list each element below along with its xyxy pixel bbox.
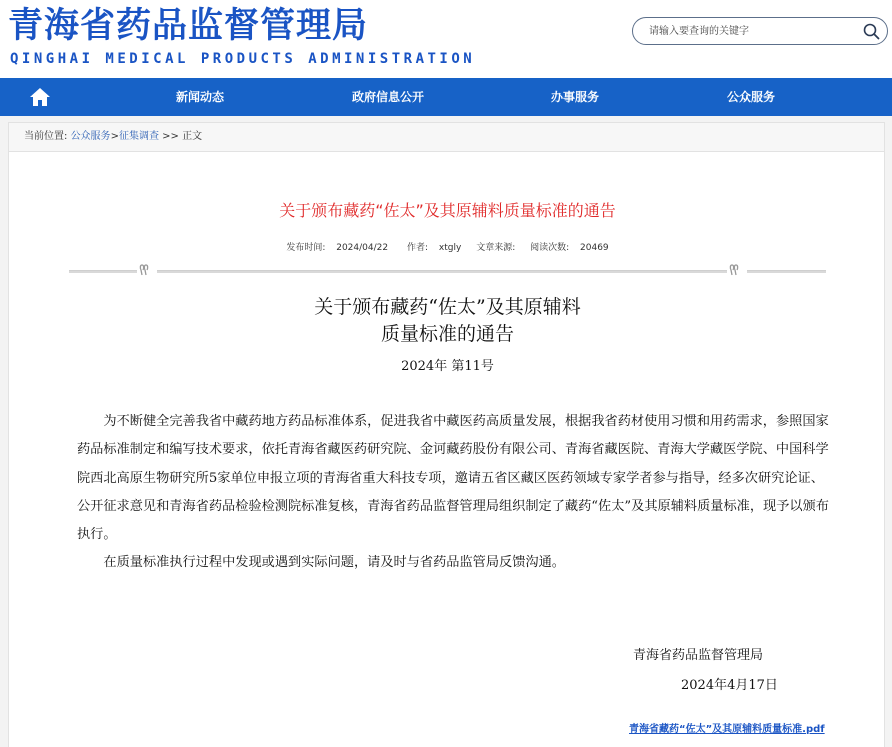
body-paragraph: 在质量标准执行过程中发现或遇到实际问题，请及时与省药品监管局反馈沟通。: [103, 555, 565, 571]
divider-clip-icon: [727, 263, 747, 277]
document-title: [9, 294, 886, 348]
breadcrumb: [8, 122, 885, 152]
read-count: 阅读次数: 20469: [530, 243, 609, 253]
breadcrumb-separator: >: [110, 131, 119, 142]
breadcrumb-link-public-service[interactable]: 公众服务: [70, 131, 111, 142]
breadcrumb-prefix: 当前位置:: [24, 131, 68, 142]
document-title-line: 关于颁布藏药“佐太”及其原辅料: [314, 296, 581, 318]
article-source: 文章来源:: [476, 243, 516, 253]
author: 作者: xtgly: [406, 243, 462, 253]
nav-item-services[interactable]: 办事服务: [551, 90, 600, 104]
home-icon[interactable]: [28, 86, 52, 108]
body-paragraph: 为不断健全完善我省中藏药地方药品标准体系，促进我省中藏医药高质量发展，根据我省药材使用习惯和用药需求，参照国家药品标准制定和编写技术要求，依托青海省藏医药研究院、金诃藏药股份有限公司、青海省藏医院、青海大学藏医学院、中国科学院西北高原生物研究所5家单位申报立项的青海省重大科技专项，邀请五省区藏区医药领域专家学者参与指导，经多次研究论证、公开征求意见和青海省药品检验检测院标准复核，青海省药品监督管理局组织制定了藏药“佐太”及其原辅料质量标准，现予以颁布执行。: [77, 414, 829, 543]
breadcrumb-current: 正文: [182, 131, 203, 142]
document-title-line: 质量标准的通告: [380, 323, 514, 345]
signature-date: 2024年4月17日: [681, 678, 778, 693]
attachment-pdf-link[interactable]: 青海省藏药“佐太”及其原辅料质量标准.pdf: [629, 724, 825, 735]
publish-date: 发布时间: 2024/04/22: [286, 243, 389, 253]
nav-item-news[interactable]: 新闻动态: [176, 90, 225, 104]
site-logo-en: QINGHAI MEDICAL PRODUCTS ADMINISTRATION: [10, 51, 476, 67]
article-container: [8, 152, 885, 747]
breadcrumb-link-survey[interactable]: 征集调查: [118, 131, 159, 142]
nav-item-public-service[interactable]: 公众服务: [727, 90, 776, 104]
article-title: 关于颁布藏药“佐太”及其原辅料质量标准的通告: [279, 201, 616, 220]
search-icon[interactable]: [863, 23, 880, 40]
main-nav: [0, 78, 892, 116]
title-divider: [69, 263, 826, 277]
divider-clip-icon: [137, 263, 157, 277]
search-input[interactable]: [649, 23, 849, 39]
breadcrumb-separator: >>: [162, 131, 179, 142]
signature-organization: 青海省药品监督管理局: [633, 648, 764, 663]
site-header: [0, 0, 892, 78]
document-number: 2024年 第11号: [401, 359, 494, 374]
article-body: [77, 408, 832, 578]
nav-item-gov-info[interactable]: 政府信息公开: [352, 90, 425, 104]
article-meta: [9, 240, 886, 253]
search-box: [632, 17, 888, 45]
site-logo-cn[interactable]: 青海省药品监督管理局: [8, 6, 369, 46]
